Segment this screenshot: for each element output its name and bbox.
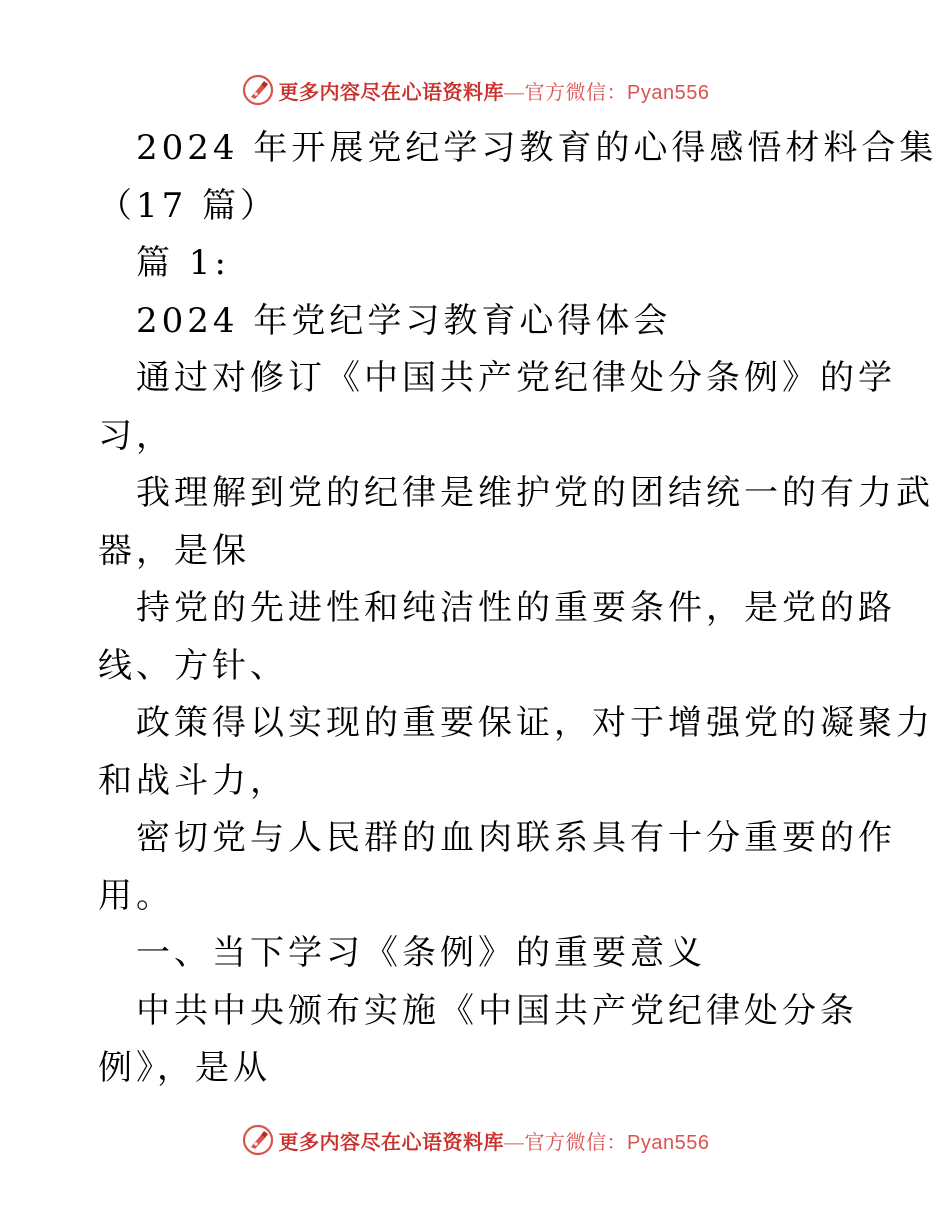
text-line: 政策得以实现的重要保证，对于增强党的凝聚力: [136, 703, 934, 743]
text-line: 通过对修订《中国共产党纪律处分条例》的学: [136, 358, 896, 398]
banner-text: [279, 1126, 710, 1155]
text-line: 习，: [98, 415, 174, 456]
banner-text: [279, 76, 710, 105]
footer-banner: [0, 1120, 950, 1160]
pen-nib-logo-icon: [241, 1123, 275, 1157]
text-line: 密切党与人民群的血肉联系具有十分重要的作: [136, 818, 896, 858]
text-line: 我理解到党的纪律是维护党的团结统一的有力武: [136, 473, 934, 513]
banner-wechat-id: Pyan556: [627, 1131, 710, 1154]
text-line: 持党的先进性和纯洁性的重要条件，是党的路: [136, 588, 896, 628]
text-line: 篇 1:: [136, 243, 230, 283]
text-line: 线、方针、: [98, 645, 288, 686]
text-line: 2024 年党纪学习教育心得体会: [136, 300, 672, 341]
text-line: 和战斗力，: [98, 760, 288, 801]
text-line: 例》，是从: [98, 1048, 271, 1088]
text-line: 2024 年开展党纪学习教育的心得感悟材料合集: [136, 128, 938, 168]
banner-wechat-label: 官方微信：: [524, 1131, 628, 1154]
header-banner: [0, 70, 950, 110]
banner-wechat-label: 官方微信：: [524, 81, 628, 104]
banner-brand: 更多内容尽在心语资料库: [278, 81, 505, 104]
text-line: 一、当下学习《条例》的重要意义: [136, 933, 706, 973]
banner-separator: —: [504, 1131, 525, 1154]
text-line: （17 篇）: [98, 185, 279, 226]
text-line: 用。: [98, 875, 174, 916]
banner-wechat-id: Pyan556: [627, 81, 710, 104]
pen-nib-logo-icon: [241, 73, 275, 107]
document-body: [98, 120, 938, 1098]
banner-brand: 更多内容尽在心语资料库: [278, 1131, 505, 1154]
text-line: 器，是保: [98, 530, 250, 571]
text-line: 中共中央颁布实施《中国共产党纪律处分条: [136, 990, 858, 1031]
banner-separator: —: [504, 81, 525, 104]
